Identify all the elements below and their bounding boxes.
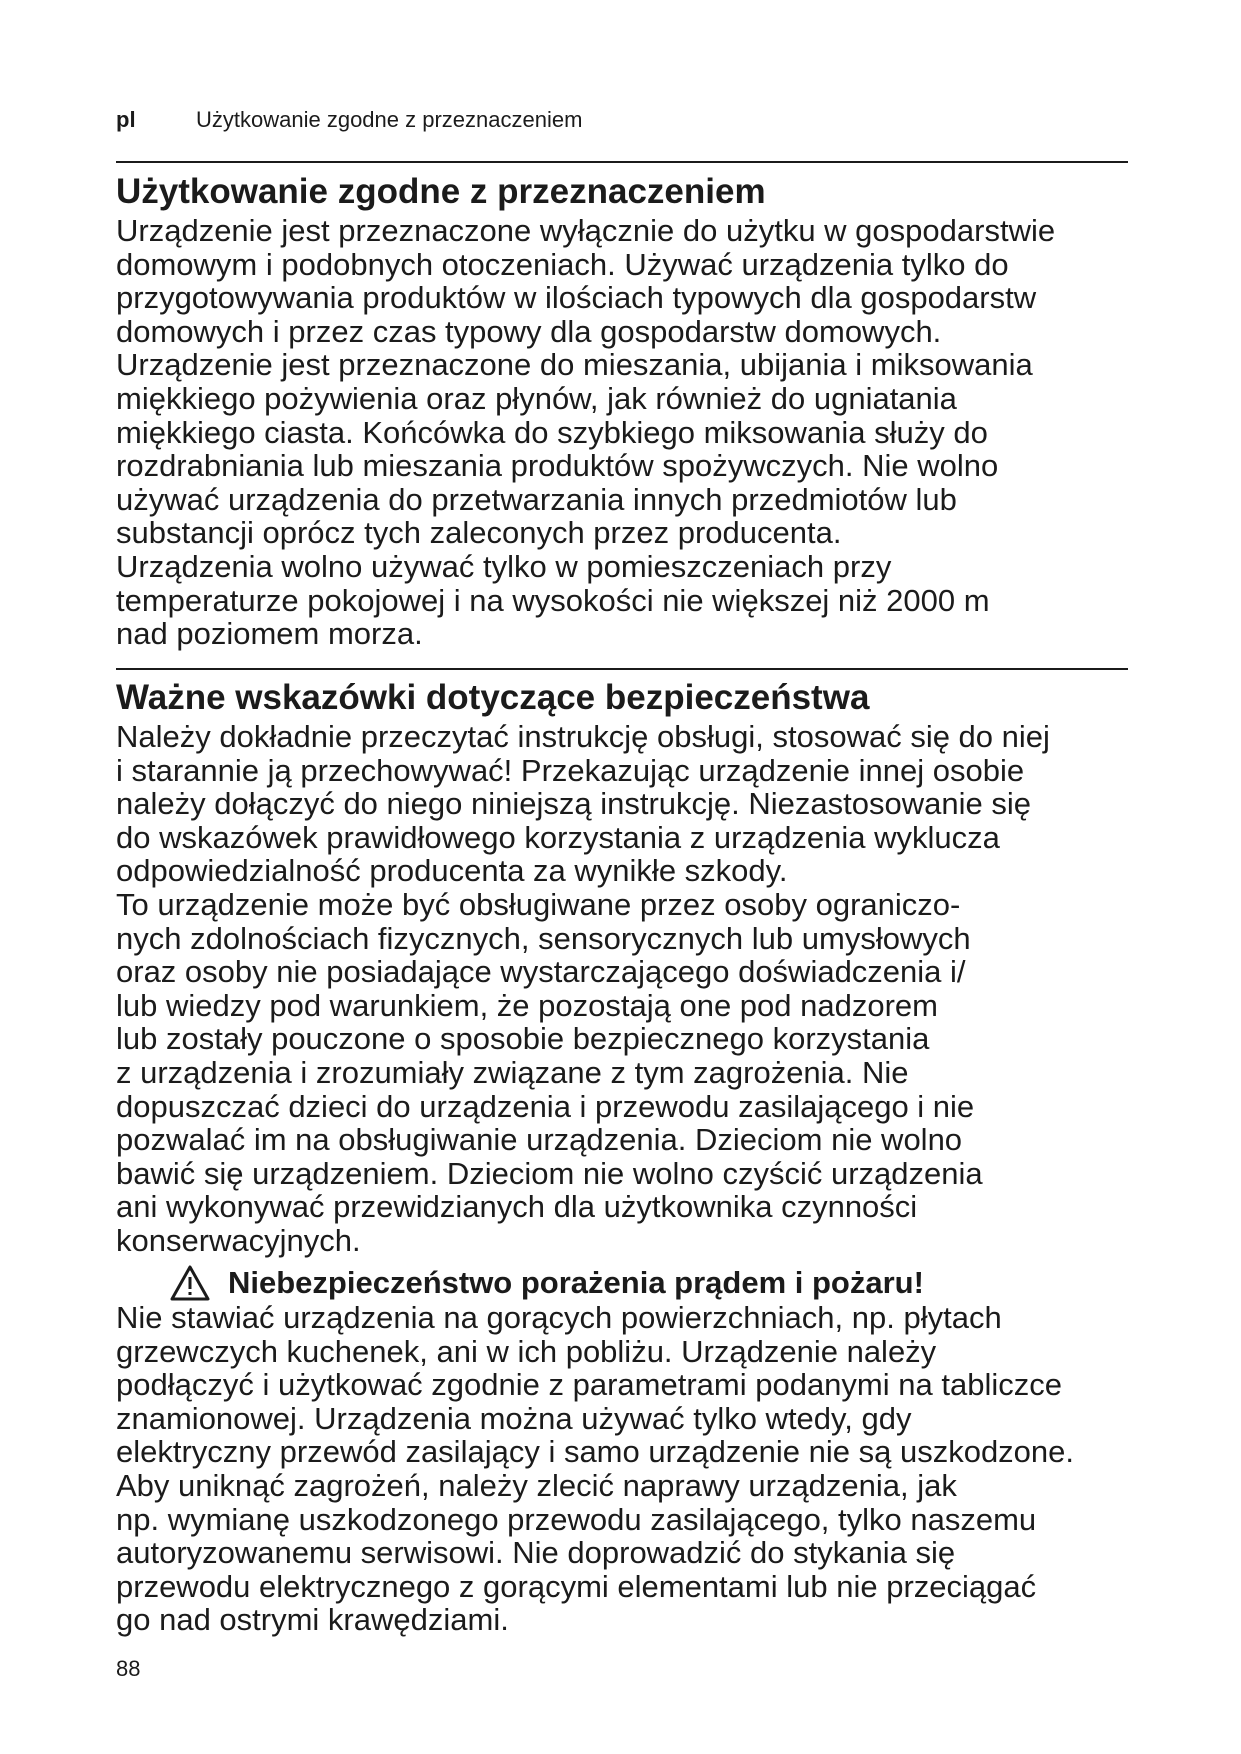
section-divider [116, 161, 1128, 163]
safety-paragraph [116, 720, 1050, 1258]
text-line: Należy dokładnie przeczytać instrukcję obsługi, stosować się do niej [116, 719, 1050, 754]
language-code: pl [116, 107, 136, 132]
text-line: miękkiego ciasta. Końcówka do szybkiego miksowania służy do [116, 414, 988, 450]
warning-heading [170, 1265, 924, 1301]
text-line: np. wymianę uszkodzonego przewodu zasilającego, tylko naszemu [116, 1501, 1037, 1537]
warning-triangle-icon [170, 1265, 210, 1301]
text-line: nad poziomem morza. [116, 616, 423, 652]
section-divider [116, 668, 1128, 670]
text-line: z urządzenia i zrozumiały związane z tym zagrożenia. Nie [116, 1054, 909, 1090]
text-line: bawić się urządzeniem. Dzieciom nie wolno czyścić urządzenia [116, 1155, 983, 1191]
text-line: lub wiedzy pod warunkiem, że pozostają one pod nadzorem [116, 987, 938, 1023]
text-line: Urządzenie jest przeznaczone wyłącznie do użytku w gospodarstwie [116, 213, 1056, 248]
text-line: konserwacyjnych. [116, 1222, 361, 1258]
text-line: Aby uniknąć zagrożeń, należy zlecić naprawy urządzenia, jak [116, 1467, 957, 1503]
text-line: przewodu elektrycznego z gorącymi elementami lub nie przeciągać [116, 1568, 1037, 1604]
text-line: przygotowywania produktów w ilościach typowych dla gospodarstw [116, 280, 1037, 316]
text-line: To urządzenie może być obsługiwane przez osoby ograniczo- [116, 886, 961, 922]
intended-use-paragraph [116, 214, 1055, 651]
text-line: autoryzowanemu serwisowi. Nie doprowadzić do stykania się [116, 1535, 956, 1571]
page-number: 88 [116, 1656, 141, 1681]
text-line: domowym i podobnych otoczeniach. Używać urządzenia tylko do [116, 246, 1009, 282]
text-line: używać urządzenia do przetwarzania innych przedmiotów lub [116, 481, 957, 517]
text-line: go nad ostrymi krawędziami. [116, 1602, 509, 1638]
section-title-safety: Ważne wskazówki dotyczące bezpieczeństwa [116, 678, 870, 717]
text-line: elektryczny przewód zasilający i samo urządzenie nie są uszkodzone. [116, 1434, 1075, 1470]
text-line: grzewczych kuchenek, ani w ich pobliżu. Urządzenie należy [116, 1333, 937, 1369]
text-line: domowych i przez czas typowy dla gospodarstw domowych. [116, 313, 942, 349]
text-line: pozwalać im na obsługiwanie urządzenia. Dzieciom nie wolno [116, 1122, 963, 1158]
text-line: podłączyć i użytkować zgodnie z parametrami podanymi na tabliczce [116, 1367, 1062, 1403]
text-line: rozdrabniania lub mieszania produktów spożywczych. Nie wolno [116, 448, 999, 484]
text-line: temperaturze pokojowej i na wysokości nie większej niż 2000 m [116, 582, 990, 618]
text-line: do wskazówek prawidłowego korzystania z urządzenia wyklucza [116, 819, 1000, 855]
text-line: ani wykonywać przewidzianych dla użytkownika czynności [116, 1189, 918, 1225]
text-line: Urządzenia wolno używać tylko w pomieszczeniach przy [116, 548, 892, 584]
text-line: dopuszczać dzieci do urządzenia i przewodu zasilającego i nie [116, 1088, 975, 1124]
text-line: znamionowej. Urządzenia można używać tylko wtedy, gdy [116, 1400, 912, 1436]
section-title-intended-use: Użytkowanie zgodne z przeznaczeniem [116, 172, 766, 211]
running-title: Użytkowanie zgodne z przeznaczeniem [196, 107, 583, 132]
document-page [116, 0, 1128, 1754]
text-line: i starannie ją przechowywać! Przekazując urządzenie innej osobie [116, 752, 1025, 788]
text-line: odpowiedzialność producenta za wynikłe szkody. [116, 853, 788, 889]
text-line: Urządzenie jest przeznaczone do mieszania, ubijania i miksowania [116, 347, 1033, 383]
text-line: miękkiego pożywienia oraz płynów, jak również do ugniatania [116, 380, 957, 416]
text-line: nych zdolnościach fizycznych, sensorycznych lub umysłowych [116, 920, 971, 956]
text-line: substancji oprócz tych zaleconych przez producenta. [116, 515, 842, 551]
warning-paragraph [116, 1301, 1074, 1637]
text-line: oraz osoby nie posiadające wystarczającego doświadczenia i/ [116, 954, 966, 990]
running-header [116, 107, 582, 133]
text-line: Nie stawiać urządzenia na gorących powierzchniach, np. płytach [116, 1300, 1002, 1335]
text-line: należy dołączyć do niego niniejszą instrukcję. Niezastosowanie się [116, 786, 1031, 822]
text-line: lub zostały pouczone o sposobie bezpiecznego korzystania [116, 1021, 930, 1057]
warning-title: Niebezpieczeństwo porażenia prądem i pożaru! [228, 1265, 924, 1300]
